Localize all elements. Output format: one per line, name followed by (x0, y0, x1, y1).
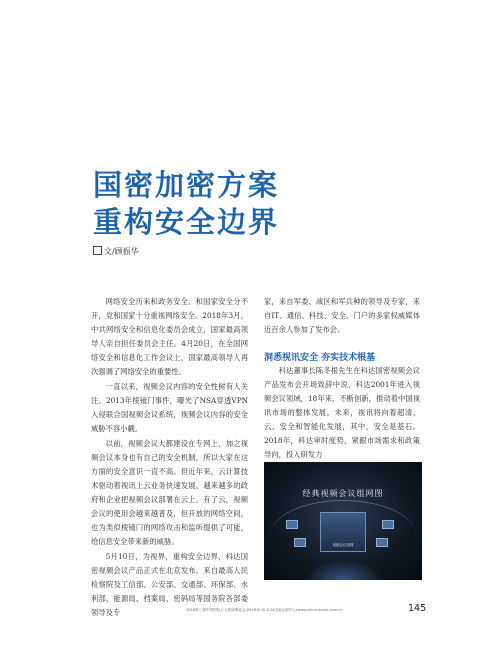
section-subheading: 洞悉视讯安全 夯实技术根基 (264, 353, 376, 363)
paragraph: 网络安全历来和政务安全、和国家安全分不开，党和国家十分重视网络安全。2018年3月，中共网络安全和信息化委员会成立，国家最高领导人亲自担任委员会主任。4月20日，在全国网络安全和信息化工作会议上，国家最高领导人再次强调了网络安全的重要性。 (91, 297, 248, 376)
network-node-icon (294, 538, 306, 547)
article-title (93, 167, 279, 241)
author-name: 文/顾振华 (104, 247, 139, 256)
screen-label: 视频会议组网 (332, 543, 354, 547)
network-node-icon (376, 538, 388, 547)
byline-box-icon (93, 246, 102, 255)
paragraph: 家，来自军委、战区和军兵种的领导及专家，来自IT、通信、科技、安全、门户的多家权威媒体近百余人参加了发布会。 (264, 297, 420, 334)
left-column (91, 295, 248, 621)
network-node-icon (286, 520, 298, 529)
page-number: 145 (408, 603, 427, 614)
stage-glow (304, 560, 382, 580)
page-footer: 2018第三届中国国际太人系统博览会(2018.6.20-6.24济南会展中心)www.china-drone.com.cn (186, 608, 343, 612)
photo-screen (320, 512, 366, 552)
network-node-icon (382, 520, 394, 529)
right-column-top (264, 295, 420, 338)
author-byline (93, 246, 139, 257)
paragraph: 5月10日，为视界，重构安全边界，科达国密视频会议产品正式在北京发布。来自最高人民检察院及工信部、公安部、交通部、环保部、水利部、能源局、档案局、密码局等国务院各部委领导及专 (91, 552, 248, 617)
photo-banner: 经典视频会议组网图 (302, 489, 384, 498)
article-title-line-2: 重构安全边界 (93, 205, 280, 239)
article-title-line-1: 国密加密方案 (93, 168, 280, 202)
paragraph: 科达董事长陈冬根先生在科达国密视频会议产品发布会开场致辞中说，科达2001年进入视频会议领域，18年来，不断创新，推动着中国视讯市场的整体发展。未来，视讯将向着超清、云、安全和智能化发展，其中，安全是基石。2018年，科达审时度势，紧跟市场需求和政策导向，投入研发力 (264, 366, 420, 459)
paragraph: 以前，视频会议大都建设在专网上，加之视频会议本身也有自己的安全机制，所以大家在这方面的安全意识一直不高。但近年来，云计算技术驱动着视讯上云业务快速发展，越来越多的政府和企业把视频会议部署在云上。有了云，视频会议的使用会越来越普及，但开放的网络空间，也为类似棱镜门的网络攻击和监听提供了可能，给信息安全带来新的威胁。 (91, 439, 248, 546)
paragraph: 一直以来，视频会议内容的安全性树有人关注。2013年棱镜门事件，曝光了NSA穿透VPN入侵联合国视频会议系统，视频会议内容的安全威胁不容小觑。 (91, 382, 248, 433)
right-column-body (264, 364, 420, 463)
conference-photo (264, 462, 422, 580)
